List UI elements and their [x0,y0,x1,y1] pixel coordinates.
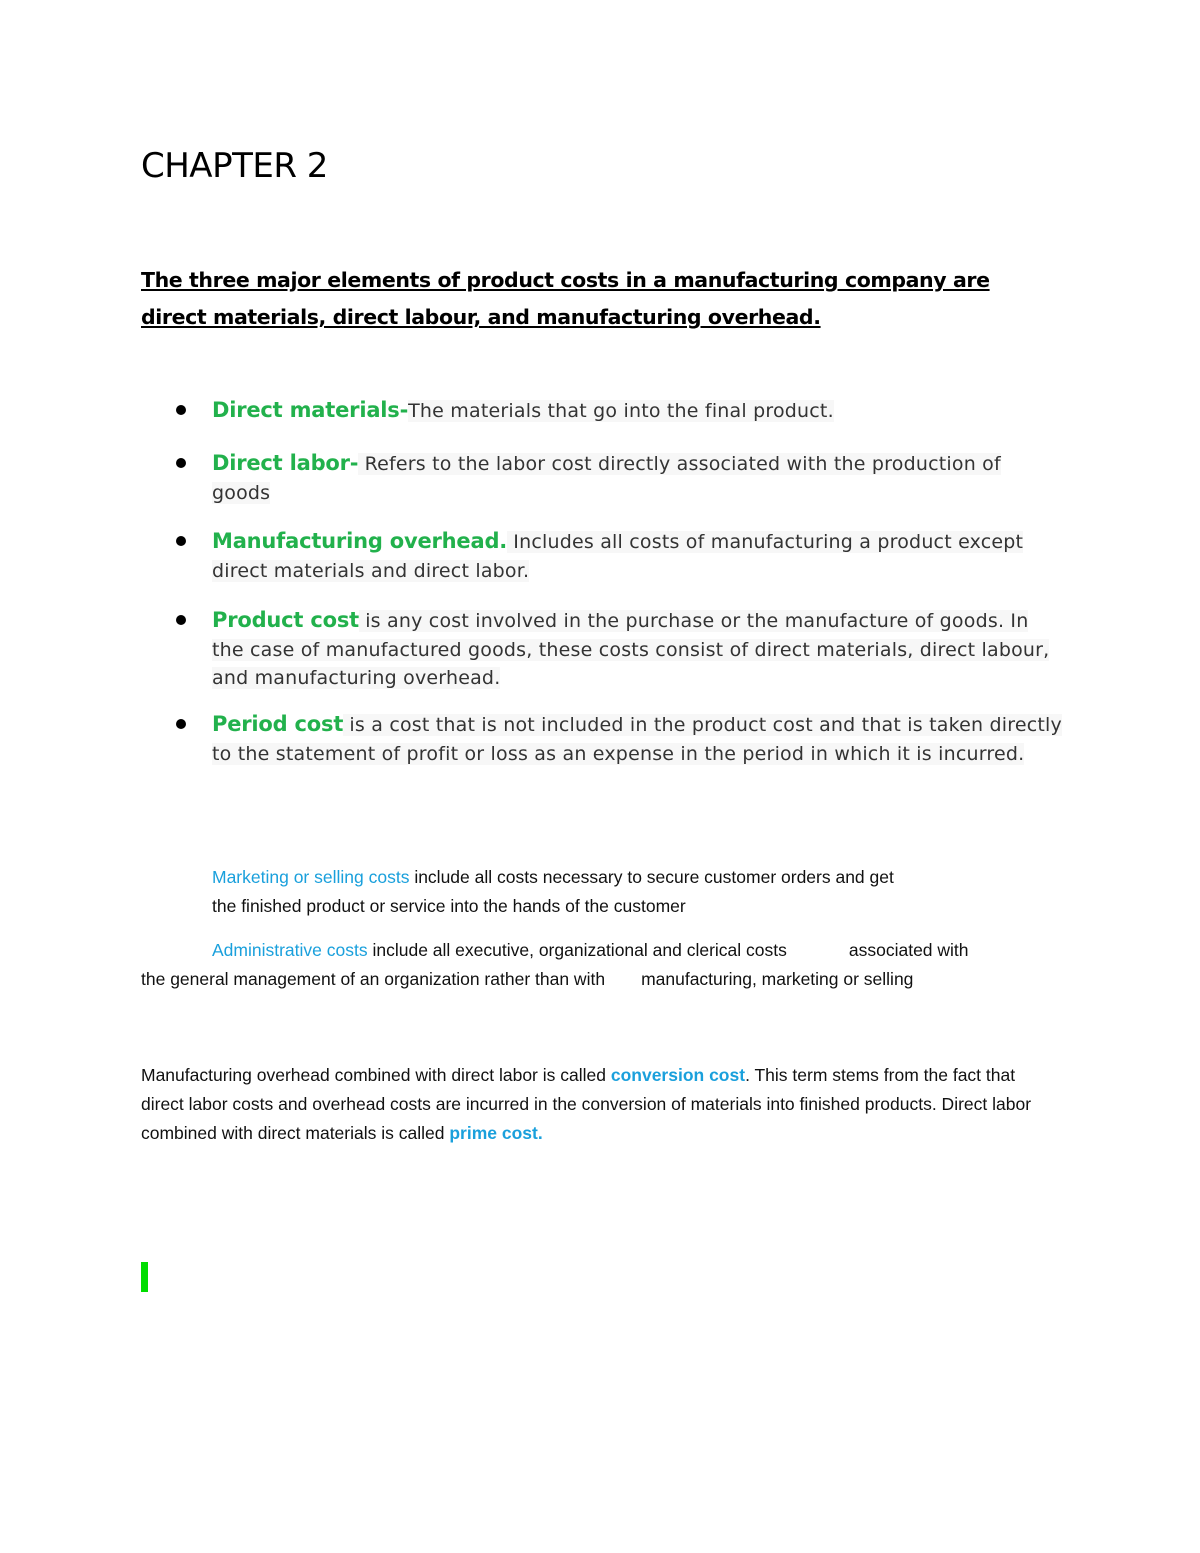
term-product-cost: Product cost [212,608,359,632]
term-direct-labor: Direct labor- [212,451,359,475]
intro-heading: The three major elements of product costs in a manufacturing company are direct materials, direct labour, and manufacturing overhead. [141,268,990,329]
term-marketing-costs: Marketing or selling costs [212,867,410,887]
definition: is a cost that is not included in the product cost and that is taken directly to the statement of profit or loss as an expense in the period in which it is incurred. [212,714,1062,765]
marketing-text-line1: include all costs necessary to secure customer orders and get [409,867,894,887]
conversion-text-2: . This term stems from the fact that direct labor costs and overhead costs are incurred in the conversion of materials into finished products. Direct labor combined with direct materials is called [141,1065,1032,1143]
list-item [212,449,1062,507]
term-prime-cost: prime cost. [449,1123,543,1143]
marketing-costs-paragraph [212,863,1092,921]
definition: Includes all costs of manufacturing a product except direct materials and direct labor. [212,531,1024,582]
bullet-icon [176,405,186,415]
definition: Refers to the labor cost directly associated with the production of goods [212,453,1001,504]
bullet-icon [176,615,186,625]
conversion-cost-paragraph [141,1061,1056,1148]
list-item [212,710,1062,768]
administrative-costs-paragraph [141,936,1071,994]
text-cursor [141,1262,148,1292]
term-direct-materials: Direct materials- [212,398,409,422]
term-manufacturing-overhead: Manufacturing overhead. [212,529,508,553]
bullet-icon [176,719,186,729]
administrative-text-line1: include all executive, organizational and clerical costs [367,940,787,960]
administrative-text-line2b: manufacturing, marketing or selling [641,969,914,989]
term-conversion-cost: conversion cost [610,1065,746,1085]
administrative-text-line2a: the general management of an organization rather than with [141,969,606,989]
term-period-cost: Period cost [212,712,344,736]
list-item [212,527,1062,585]
administrative-text-line1-tail: associated with [848,940,969,960]
definition: The materials that go into the final product. [408,400,834,422]
list-item [212,396,1062,426]
definition: is any cost involved in the purchase or the manufacture of goods. In the case of manufactured goods, these costs consist of direct materials, direct labour, and manufacturing overhead. [212,610,1050,689]
chapter-title: CHAPTER 2 [141,146,328,186]
marketing-text-line2: the finished product or service into the hands of the customer [212,896,686,916]
list-item [212,606,1062,693]
bullet-icon [176,458,186,468]
bullet-icon [176,536,186,546]
term-administrative-costs: Administrative costs [212,940,368,960]
conversion-text-1: Manufacturing overhead combined with direct labor is called [141,1065,611,1085]
